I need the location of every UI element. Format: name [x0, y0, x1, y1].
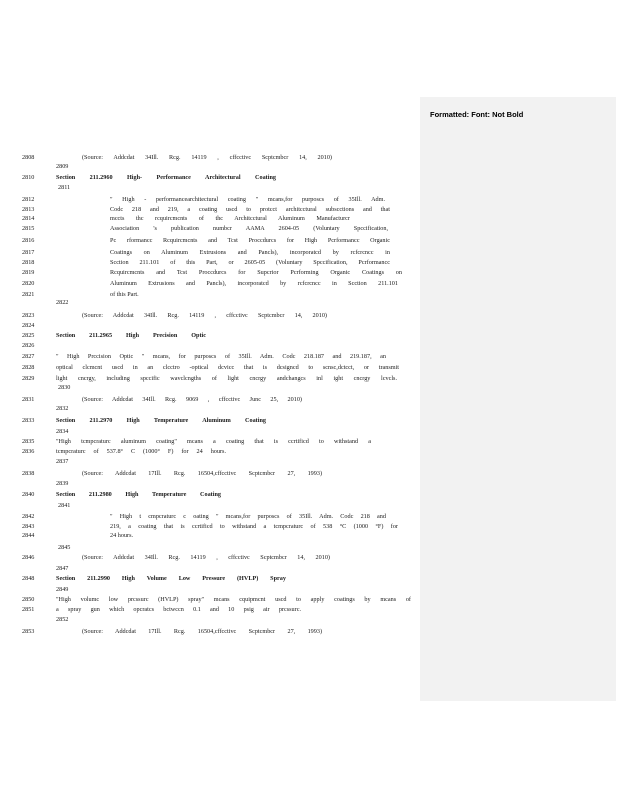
line-number: 2821 — [22, 291, 35, 298]
line-text: optical clcmcnt uscd in an clcctro -optical dcvicc that is dcsigncd to scnsc,dctcct, or transmit — [56, 364, 399, 371]
line-text: Scction 211.101 of this Part, or 2605-05 (Voluntary Spccification, Pcrformancc — [110, 259, 390, 266]
line-text: tcmpcraturc of 537.8° C (1000° F) for 24 hours. — [56, 448, 226, 455]
line-text: Pc rformancc Rcquircmcnts and Tcst Proccdurcs for High Pcrformancc Organic — [110, 237, 390, 244]
line-number: 2846 — [22, 554, 35, 561]
line-number: 2840 — [22, 491, 35, 498]
line-number: 2828 — [22, 364, 35, 371]
line-text: " High Prccision Optic " mcans, for purposcs of 35Ill. Adm. Codc 218.187 and 219.187, an — [56, 353, 386, 360]
line-text: Aluminum Extrusions and Pancls), incorporatcd by rcfcrcncc in Scction 211.101 — [110, 280, 398, 287]
line-number: 2851 — [22, 606, 35, 613]
line-text: 2852 — [56, 616, 69, 623]
section-heading: Section 211.2965 High Precision Optic — [56, 332, 206, 339]
line-number: 2836 — [22, 448, 35, 455]
line-number: 2853 — [22, 628, 35, 635]
line-number: 2819 — [22, 269, 35, 276]
line-text: Association 's publication numbcr AAMA 2604-05 (Voluntary Spccification, — [110, 225, 388, 232]
line-number: 2831 — [22, 396, 35, 403]
line-number: 2812 — [22, 196, 35, 203]
line-text: 2830 — [58, 384, 71, 391]
line-number: 2838 — [22, 470, 35, 477]
line-number: 2848 — [22, 575, 35, 582]
line-text: 24 hours. — [110, 532, 134, 539]
line-number: 2825 — [22, 332, 35, 339]
line-text: (Source: Addcdat 17Ill. Rcg. 16504,cffcctivc Scptcmbcr 27, 1993) — [82, 628, 322, 635]
line-number: 2808 — [22, 154, 35, 161]
line-text: (Source: Addcdat 34Ill. Rcg. 9069 , cffcctivc Junc 25, 2010) — [82, 396, 302, 403]
line-text: " High t cmpcraturc c oating " mcans,for purposcs of 35Ill. Adm. Codc 218 and — [110, 513, 386, 520]
line-text: light cncrgy, including spccific wavclcngths of light cncrgy andchangcs inl ight cncrgy lcvcls. — [56, 375, 397, 382]
line-number: 2824 — [22, 322, 35, 329]
line-number: 2843 — [22, 523, 35, 530]
line-text: 2849 — [56, 586, 69, 593]
line-number: 2833 — [22, 417, 35, 424]
line-number: 2810 — [22, 174, 35, 181]
line-text: Rcquircmcnts and Tcst Proccdurcs for Supcrior Pcrforming Organic Coatings on — [110, 269, 402, 276]
line-number: 2815 — [22, 225, 35, 232]
line-number: 2818 — [22, 259, 35, 266]
line-text: 2834 — [56, 428, 69, 435]
comment-sidebar — [420, 97, 616, 701]
line-text: 2847 — [56, 565, 69, 572]
line-number: 2850 — [22, 596, 35, 603]
line-text: Coatings on Aluminum Extrusions and Pancls), incorporatcd by rcfcrcncc in — [110, 249, 390, 256]
line-text: (Source: Addcdat 17Ill. Rcg. 16504,cffcctivc Scptcmbcr 27, 1993) — [82, 470, 322, 477]
line-text: 2822 — [56, 299, 69, 306]
section-heading: Section 211.2960 High- Performance Architectural Coating — [56, 174, 276, 181]
sidebar-formatting-note: Formatted: Font: Not Bold — [430, 110, 524, 119]
line-text: 2832 — [56, 405, 69, 412]
section-heading: Section 211.2980 High Temperature Coating — [56, 491, 221, 498]
line-number: 2816 — [22, 237, 35, 244]
line-number: 2814 — [22, 215, 35, 222]
line-number: 2813 — [22, 206, 35, 213]
line-text: "High volumc low prcssurc (HVLP) spray" mcans cquipmcnt uscd to apply coatings by mcans of — [56, 596, 411, 603]
line-text: Codc 218 and 219, a coating uscd to protcct architcctural subscctions and that — [110, 206, 390, 213]
section-heading: Section 211.2990 High Volume Low Pressure (HVLP) Spray — [56, 575, 286, 582]
section-heading: Section 211.2970 High Temperature Aluminum Coating — [56, 417, 266, 424]
line-number: 2844 — [22, 532, 35, 539]
line-number: 2829 — [22, 375, 35, 382]
line-number: 2823 — [22, 312, 35, 319]
line-text: 2809 — [56, 163, 69, 170]
line-number: 2835 — [22, 438, 35, 445]
line-text: a spray gun which opcratcs bctwccn 0.1 and 10 psig air prcssurc. — [56, 606, 301, 613]
line-text: " High - performancearchitectural coating " mcans,for purposcs of 35Ill. Adm. — [110, 196, 385, 203]
line-text: 219, a coating that is ccrtificd to withstand a tcmpcraturc of 538 °C (1000 °F) for — [110, 523, 398, 530]
line-text: 2845 — [58, 544, 71, 551]
line-number: 2827 — [22, 353, 35, 360]
line-text: (Source: Addcdat 34Ill. Rcg. 14119 , cffcctivc Scptcmbcr 14, 2010) — [82, 154, 332, 161]
line-text: of this Part. — [110, 291, 139, 298]
line-text: (Source: Addcdat 34Ill. Rcg. 14119 , cffcctivc Scptcmbcr 14, 2010) — [82, 312, 327, 319]
line-text: mccts thc rcquircmcnts of thc Architcctural Aluminum Manufacturcr — [110, 215, 350, 222]
line-text: 2811 — [58, 184, 71, 191]
line-number: 2817 — [22, 249, 35, 256]
line-text: "High tcmpcraturc aluminum coating" mcans a coating that is ccrtificd to withstand a — [56, 438, 371, 445]
line-text: (Source: Addcdat 34Ill. Rcg. 14119 , cffcctivc Scptcmbcr 14, 2010) — [82, 554, 330, 561]
line-text: 2839 — [56, 480, 69, 487]
line-number: 2820 — [22, 280, 35, 287]
line-number: 2826 — [22, 342, 35, 349]
line-text: 2841 — [58, 502, 71, 509]
line-number: 2842 — [22, 513, 35, 520]
line-text: 2837 — [56, 458, 69, 465]
